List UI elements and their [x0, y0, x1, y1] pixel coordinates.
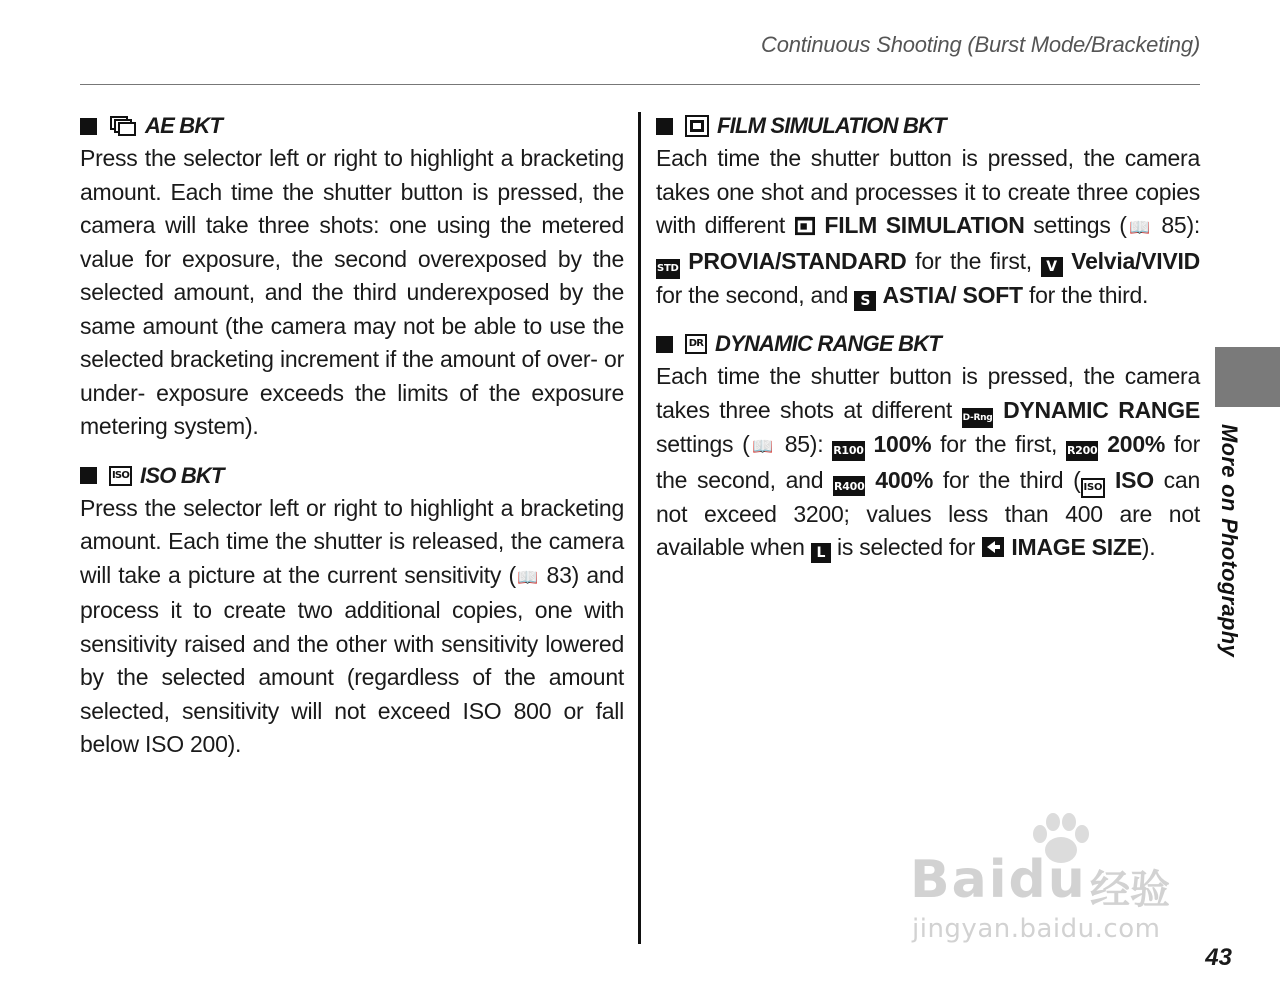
watermark-logo: Baidu	[910, 850, 1087, 910]
dr-400-icon: R400	[833, 476, 865, 496]
film-sim-bkt-section	[656, 110, 1200, 312]
bullet-square-icon	[656, 118, 673, 135]
dr-100-icon: R100	[832, 441, 864, 461]
book-ref-icon: 📖	[1126, 218, 1153, 237]
left-column	[80, 110, 624, 778]
film-sim-bkt-body: Each time the shutter button is pressed, the camera takes one shot and processes it to create three copies with different FILM SIMULATION settings (📖 85): STD PROVIA/STANDARD for the first, V Velvia/VIVID for the second, and S ASTIA/ SOFT for the third.	[656, 145, 1201, 309]
film-simulation-icon	[685, 115, 709, 137]
ae-bkt-section	[80, 110, 624, 444]
dynamic-range-bkt-title: DYNAMIC RANGE BKT	[715, 331, 941, 356]
dynamic-range-bkt-heading	[656, 328, 1200, 360]
book-ref-icon: 📖	[515, 567, 540, 587]
book-ref-icon: 📖	[749, 437, 776, 456]
iso-icon: ISO	[1081, 478, 1106, 498]
film-simulation-icon	[794, 216, 816, 236]
velvia-vivid-icon: V	[1041, 257, 1063, 277]
iso-bkt-title: ISO BKT	[140, 462, 224, 488]
page-number: 43	[1205, 944, 1232, 971]
watermark-cn: 经验	[1090, 867, 1170, 913]
ae-bkt-body: Press the selector left or right to highlight a bracketing amount. Each time the shutter button is pressed, the camera will take three shots: one using the metered value for exposure, the second overexposed by the selected amount, and the third underexposed by the same amount (the camera may not be able to use the selected bracketing increment if the amount of over- or under- exposure exceeds the limits of the exposure metering system).	[80, 145, 624, 439]
ae-bkt-heading	[80, 110, 624, 142]
side-tab-label: More on Photography	[1217, 424, 1242, 658]
side-tab-marker	[1215, 347, 1280, 407]
dr-200-icon: R200	[1066, 441, 1098, 461]
astia-soft-icon: S	[854, 291, 876, 311]
iso-bkt-section	[80, 460, 624, 762]
ae-bracket-icon	[109, 115, 137, 137]
dynamic-range-icon: DR	[685, 334, 707, 354]
bullet-square-icon	[80, 118, 97, 135]
film-sim-bkt-heading	[656, 110, 1200, 142]
right-column	[656, 110, 1200, 581]
image-size-icon	[981, 536, 1005, 558]
column-divider	[638, 112, 641, 944]
baidu-watermark	[900, 810, 1200, 960]
image-size-large-icon: L	[811, 543, 831, 563]
provia-std-icon: STD	[656, 259, 680, 279]
ae-bkt-title: AE BKT	[145, 113, 223, 138]
bullet-square-icon	[656, 336, 673, 353]
iso-bkt-heading	[80, 460, 624, 492]
running-head: Continuous Shooting (Burst Mode/Bracketing)	[761, 32, 1200, 57]
film-sim-bkt-title: FILM SIMULATION BKT	[717, 113, 946, 138]
watermark-url: jingyan.baidu.com	[912, 914, 1161, 944]
iso-bkt-body: Press the selector left or right to highlight a bracketing amount. Each time the shutter is released, the camera will take a picture at the current sensitivity (📖 83) and process it to create two additional copies, one with sensitivity raised and the other with sensitivity lowered by the selected amount (regardless of the amount selected, sensitivity will not exceed ISO 800 or fall below ISO 200).	[80, 494, 624, 757]
header-rule	[80, 84, 1200, 85]
bullet-square-icon	[80, 467, 97, 484]
dynamic-range-bkt-section	[656, 328, 1200, 565]
iso-icon: ISO	[109, 466, 132, 486]
d-rng-icon: D-Rng	[962, 408, 994, 428]
dynamic-range-bkt-body: Each time the shutter button is pressed, the camera takes three shots at different D-Rng DYNAMIC RANGE settings (📖 85): R100 100% for the first, R200 200% for the second, and R400 400% for the third ( ISO ISO can not exceed 3200; values less than 400 are not available when L is selected for IMAGE SIZE).	[656, 363, 1201, 561]
